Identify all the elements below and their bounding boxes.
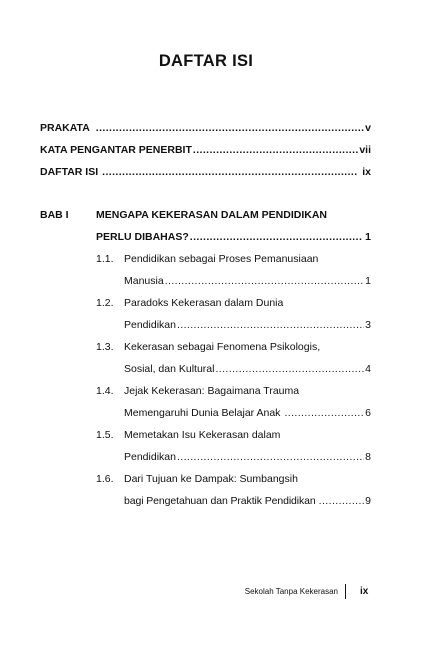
section-entry-1-1-cont[interactable] [124, 274, 371, 288]
section-title: Paradoks Kekerasan dalam Dunia [124, 297, 284, 309]
section-entry-1-3[interactable] [124, 340, 371, 354]
section-number: 1.1. [96, 253, 114, 265]
leader-dots [319, 494, 364, 508]
section-title: Jejak Kekerasan: Bagaimana Trauma [124, 385, 300, 397]
toc-entry-page: 1 [365, 231, 371, 243]
toc-entry-page: ix [362, 166, 371, 178]
section-page: 6 [365, 407, 371, 419]
footer-divider [345, 584, 346, 599]
toc-entry-label: PRAKATA [40, 122, 90, 134]
leader-dots [96, 121, 364, 135]
section-page: 3 [365, 319, 371, 331]
leader-dots [190, 230, 362, 244]
leader-dots [215, 362, 364, 376]
toc-entry-page: vii [359, 144, 371, 156]
section-entry-1-2[interactable] [124, 296, 371, 310]
section-entry-1-1[interactable] [124, 252, 371, 266]
section-title: Memetakan Isu Kekerasan dalam [124, 429, 281, 441]
toc-entry-label: DAFTAR ISI [40, 166, 99, 178]
section-page: 9 [365, 495, 371, 507]
section-entry-1-6-cont[interactable] [124, 494, 371, 508]
section-page: 4 [365, 363, 371, 375]
leader-dots [177, 450, 364, 464]
page-title: DAFTAR ISI [158, 52, 254, 70]
section-entry-1-6[interactable] [124, 472, 371, 486]
toc-entry-daftar-isi[interactable] [40, 165, 371, 179]
section-number: 1.3. [96, 341, 114, 353]
section-page: 1 [365, 275, 371, 287]
section-title: Manusia [124, 275, 164, 287]
leader-dots [102, 165, 358, 179]
section-entry-1-4[interactable] [124, 384, 371, 398]
leader-dots [165, 274, 364, 288]
toc-entry-label: KATA PENGANTAR PENERBIT [40, 144, 192, 156]
section-title: Pendidikan [124, 451, 176, 463]
chapter-number: BAB I [40, 209, 69, 221]
section-number: 1.2. [96, 297, 114, 309]
section-title: bagi Pengetahuan dan Praktik Pendidikan [124, 495, 316, 507]
section-title: Dari Tujuan ke Dampak: Sumbangsih [124, 473, 298, 485]
section-page: 8 [365, 451, 371, 463]
chapter-title-line1[interactable] [96, 208, 371, 222]
section-title: Memengaruhi Dunia Belajar Anak [124, 407, 281, 419]
toc-entry-kata-pengantar[interactable] [40, 143, 371, 157]
section-entry-1-2-cont[interactable] [124, 318, 371, 332]
section-number: 1.4. [96, 385, 114, 397]
chapter-title: MENGAPA KEKERASAN DALAM PENDIDIKAN [96, 209, 328, 221]
section-number: 1.5. [96, 429, 114, 441]
footer-page-number: ix [360, 586, 369, 597]
leader-dots [284, 406, 364, 420]
chapter-title: PERLU DIBAHAS? [96, 231, 189, 243]
leader-dots [193, 143, 358, 157]
section-entry-1-3-cont[interactable] [124, 362, 371, 376]
section-entry-1-4-cont[interactable] [124, 406, 371, 420]
toc-entry-page: v [365, 122, 371, 134]
section-title: Pendidikan [124, 319, 176, 331]
section-entry-1-5-cont[interactable] [124, 450, 371, 464]
section-title: Pendidikan sebagai Proses Pemanusiaan [124, 253, 319, 265]
chapter-title-line2[interactable] [96, 230, 371, 244]
section-title: Sosial, dan Kultural [124, 363, 215, 375]
section-entry-1-5[interactable] [124, 428, 371, 442]
section-title: Kekerasan sebagai Fenomena Psikologis, [124, 341, 321, 353]
footer-book-title: Sekolah Tanpa Kekerasan [244, 587, 338, 596]
page-footer [0, 585, 426, 599]
leader-dots [177, 318, 364, 332]
toc-entry-prakata[interactable] [40, 121, 371, 135]
section-number: 1.6. [96, 473, 114, 485]
